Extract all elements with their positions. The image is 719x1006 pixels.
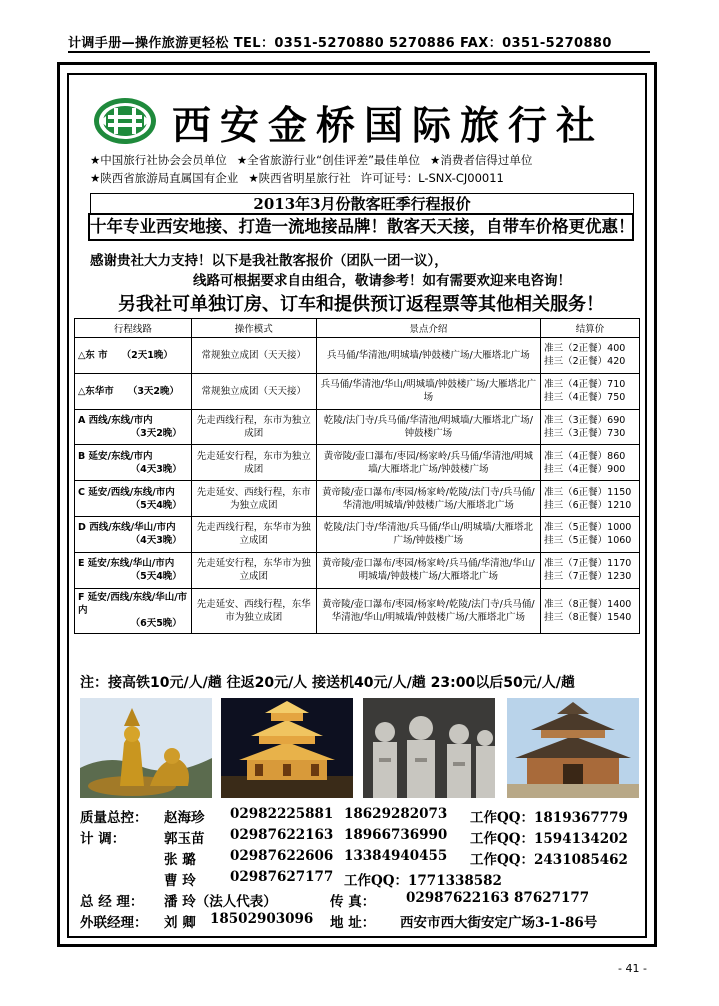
contact-phone: 02987622163 xyxy=(230,827,334,843)
column-header: 结算价 xyxy=(541,319,640,338)
table-row xyxy=(75,588,640,633)
contact-label: 总 经 理： xyxy=(80,894,144,910)
price-cell xyxy=(541,516,640,552)
route-days: （2天1晚） xyxy=(121,349,173,361)
contact-label: 外联经理： xyxy=(80,915,148,931)
route-cell xyxy=(75,409,192,445)
thanks-line-1: 感谢贵社大力支持！以下是我社散客报价（团队一团一议）， xyxy=(90,253,448,269)
thanks-line-2: 线路可根据要求自由组合，敬请参考！如有需要欢迎来电咨询！ xyxy=(193,273,571,289)
route-cell xyxy=(75,338,192,374)
header-divider xyxy=(68,51,650,53)
contact-mobile: 13384940455 xyxy=(344,848,448,864)
contact-qq: 工作QQ：1594134202 xyxy=(470,831,628,847)
route-cell xyxy=(75,481,192,517)
mode-cell: 先走西线行程，东市为独立成团 xyxy=(191,409,316,445)
route-cell xyxy=(75,373,192,409)
route-name: C 延安/西线/东线/市内 xyxy=(78,486,175,498)
contact-qq: 工作QQ：1819367779 xyxy=(470,810,628,826)
price-standard: 准三（2正餐）400 xyxy=(544,343,626,355)
page-number: - 41 - xyxy=(618,962,647,975)
table-row xyxy=(75,445,640,481)
mode-cell: 先走延安、西线行程，东市为独立成团 xyxy=(191,481,316,517)
contact-qq: 工作QQ：2431085462 xyxy=(470,852,628,868)
price-cell xyxy=(541,409,640,445)
slogan-banner: 十年专业西安地接、打造一流地接品牌！散客天天接，自带车价格更优惠！ xyxy=(88,213,634,241)
price-cell xyxy=(541,552,640,588)
mode-cell: 先走延安行程，东市为独立成团 xyxy=(191,445,316,481)
mode-cell: 先走延安行程，东华市为独立成团 xyxy=(191,552,316,588)
temple-building-photo xyxy=(507,698,639,798)
price-rated: 挂三（4正餐）750 xyxy=(544,392,626,404)
mode-cell: 常规独立成团（天天接） xyxy=(191,338,316,374)
route-days: （3天2晚） xyxy=(130,427,182,439)
price-cell xyxy=(541,445,640,481)
price-cell xyxy=(541,373,640,409)
column-header: 行程线路 xyxy=(75,319,192,338)
globe-bridge-logo-icon xyxy=(92,96,158,146)
contact-phone: 18502903096 xyxy=(210,911,314,927)
route-days: （6天5晚） xyxy=(130,618,182,630)
contact-phone: 02982225881 xyxy=(230,806,334,822)
price-rated: 挂三（5正餐）1060 xyxy=(544,535,632,547)
contact-mobile: 18966736990 xyxy=(344,827,448,843)
price-cell xyxy=(541,481,640,517)
table-header-row xyxy=(75,319,640,338)
column-header: 操作模式 xyxy=(191,319,316,338)
credential-item: ★陕西省明星旅行社 xyxy=(248,171,351,185)
credential-item: ★全省旅游行业“创佳评差”最佳单位 xyxy=(236,153,421,167)
price-standard: 准三（5正餐）1000 xyxy=(544,522,632,534)
table-row xyxy=(75,552,640,588)
price-cell xyxy=(541,338,640,374)
price-rated: 挂三（6正餐）1210 xyxy=(544,499,632,511)
contact-label: 计 调： xyxy=(80,831,126,847)
table-row xyxy=(75,516,640,552)
price-rated: 挂三（7正餐）1230 xyxy=(544,571,632,583)
transfer-fee-note: 注：接高铁10元/人/趟 往返20元/人 接送机40元/人/趟 23:00以后50元/人/趟 xyxy=(80,675,575,691)
company-name: 西安金桥国际旅行社 xyxy=(172,103,605,149)
credentials-line-2 xyxy=(90,170,514,186)
price-rated: 挂三（8正餐）1540 xyxy=(544,611,632,623)
table-row xyxy=(75,409,640,445)
spots-cell: 兵马俑/华清池/华山/明城墙/钟鼓楼广场/大雁塔北广场 xyxy=(316,373,541,409)
route-name: △东华市 xyxy=(78,385,114,397)
offer-title: 2013年3月份散客旺季行程报价 xyxy=(90,193,634,214)
price-standard: 准三（3正餐）690 xyxy=(544,414,626,426)
contact-name: 曹 玲 xyxy=(164,873,196,889)
price-standard: 准三（8正餐）1400 xyxy=(544,598,632,610)
contact-name: 张 璐 xyxy=(164,852,196,868)
route-name: E 延安/东线/华山/市内 xyxy=(78,558,175,570)
credential-item: ★陕西省旅游局直属国有企业 xyxy=(90,171,239,185)
route-name: B 延安/东线/市内 xyxy=(78,450,153,462)
itinerary-price-table xyxy=(74,318,640,634)
fax-numbers: 02987622163 87627177 xyxy=(406,890,590,906)
route-days: （5天4晚） xyxy=(130,571,182,583)
golden-buddha-statue-photo xyxy=(80,698,212,798)
credentials-line-1 xyxy=(90,152,542,168)
spots-cell: 乾陵/法门寺/华清池/兵马俑/华山/明城墙/大雁塔北广场/钟鼓楼广场 xyxy=(316,516,541,552)
column-header: 景点介绍 xyxy=(316,319,541,338)
contact-name: 郭玉苗 xyxy=(164,831,205,847)
bell-tower-night-photo xyxy=(221,698,353,798)
fax-label: 传 真： xyxy=(330,894,376,910)
price-rated: 挂三（4正餐）900 xyxy=(544,463,626,475)
license-number: 许可证号：L-SNX-CJ00011 xyxy=(360,171,504,185)
route-cell xyxy=(75,516,192,552)
price-standard: 准三（4正餐）860 xyxy=(544,450,626,462)
spots-cell: 黄帝陵/壶口瀑布/枣园/杨家岭/乾陵/法门寺/兵马俑/华清池/华山/明城墙/钟鼓楼广场/大雁塔北广场 xyxy=(316,588,541,633)
price-rated: 挂三（3正餐）730 xyxy=(544,427,626,439)
credential-item: ★消费者信得过单位 xyxy=(430,153,533,167)
route-days: （5天4晚） xyxy=(130,499,182,511)
contact-name: 刘 卿 xyxy=(164,915,196,931)
spots-cell: 黄帝陵/壶口瀑布/枣园/杨家岭/兵马俑/华清池/华山/明城墙/钟鼓楼广场/大雁塔北广场 xyxy=(316,552,541,588)
contact-phone: 02987627177 xyxy=(230,869,334,885)
spots-cell: 兵马俑/华清池/明城墙/钟鼓楼广场/大雁塔北广场 xyxy=(316,338,541,374)
contact-name: 潘 玲（法人代表） xyxy=(164,894,277,910)
contact-qq: 工作QQ：1771338582 xyxy=(344,873,502,889)
price-cell xyxy=(541,588,640,633)
route-name: A 西线/东线/市内 xyxy=(78,414,153,426)
route-cell xyxy=(75,445,192,481)
route-name: F 延安/西线/东线/华山/市内 xyxy=(78,592,188,617)
price-standard: 准三（4正餐）710 xyxy=(544,379,626,391)
route-name: D 西线/东线/华山/市内 xyxy=(78,522,176,534)
mode-cell: 先走延安、西线行程，东华市为独立成团 xyxy=(191,588,316,633)
address-label: 地 址： xyxy=(330,915,376,931)
price-standard: 准三（6正餐）1150 xyxy=(544,486,632,498)
mode-cell: 先走西线行程，东华市为独立成团 xyxy=(191,516,316,552)
address-value: 西安市西大街安定广场3-1-86号 xyxy=(400,915,598,931)
contact-phone: 02987622606 xyxy=(230,848,334,864)
page-header: 计调手册—操作旅游更轻松 TEL：0351-5270880 5270886 FAX：0351-5270880 xyxy=(68,36,612,51)
route-cell xyxy=(75,588,192,633)
price-standard: 准三（7正餐）1170 xyxy=(544,558,632,570)
route-days: （3天2晚） xyxy=(127,385,180,397)
contact-mobile: 18629282073 xyxy=(344,806,448,822)
route-days: （4天3晚） xyxy=(130,463,182,475)
mode-cell: 常规独立成团（天天接） xyxy=(191,373,316,409)
spots-cell: 乾陵/法门寺/兵马俑/华清池/明城墙/大雁塔北广场/钟鼓楼广场 xyxy=(316,409,541,445)
route-days: （4天3晚） xyxy=(130,535,182,547)
spots-cell: 黄帝陵/壶口瀑布/枣园/杨家岭/兵马俑/华清池/明城墙/大雁塔北广场/钟鼓楼广场 xyxy=(316,445,541,481)
contact-name: 赵海珍 xyxy=(164,810,205,826)
table-row xyxy=(75,373,640,409)
spots-cell: 黄帝陵/壶口瀑布/枣园/杨家岭/乾陵/法门寺/兵马俑/华清池/明城墙/钟鼓楼广场/大雁塔北广场 xyxy=(316,481,541,517)
credential-item: ★中国旅行社协会会员单位 xyxy=(90,153,227,167)
terracotta-warriors-photo xyxy=(363,698,495,798)
contact-label: 质量总控： xyxy=(80,810,148,826)
price-rated: 挂三（2正餐）420 xyxy=(544,356,626,368)
services-note: 另我社可单独订房、订车和提供预订返程票等其他相关服务！ xyxy=(118,294,604,315)
route-name: △东 市 xyxy=(78,349,108,361)
table-row xyxy=(75,481,640,517)
table-row xyxy=(75,338,640,374)
route-cell xyxy=(75,552,192,588)
